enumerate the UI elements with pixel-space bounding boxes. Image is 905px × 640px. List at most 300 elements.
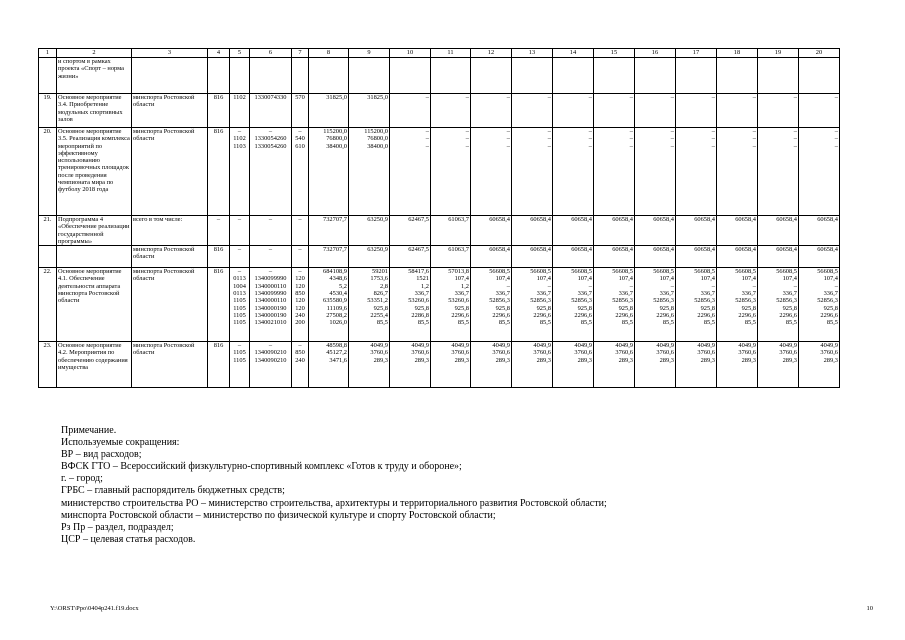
value-line: 60658,4 (817, 246, 838, 254)
row-vr-line: 120 (295, 304, 305, 312)
value-cell (512, 268, 553, 342)
row-csr-line: – (268, 246, 273, 254)
value-line: – (711, 282, 715, 290)
column-header: 12 (471, 49, 512, 58)
value-line: 58417,6 (408, 268, 429, 276)
value-cell (676, 128, 717, 216)
row-rz (230, 94, 250, 128)
row-number: 22. (39, 268, 57, 342)
row-name: Основное мероприятие 4.1. Обеспечение деятельности аппарата минспорта Ростовской области (57, 268, 132, 342)
row-vr-line: 120 (295, 297, 305, 305)
value-line: – (588, 135, 592, 143)
value-line: 4049,9 (451, 342, 469, 350)
row-csr-line: 1330054260 (254, 135, 287, 143)
value-line: 85,5 (744, 319, 756, 327)
value-line: – (793, 94, 797, 101)
row-grbs (208, 58, 230, 94)
value-line: 56608,5 (694, 268, 715, 276)
value-line: 57013,8 (448, 268, 469, 276)
value-cell (390, 128, 431, 216)
value-cell (512, 216, 553, 246)
value-line: 336,7 (823, 290, 838, 298)
value-line: 2296,6 (574, 311, 592, 319)
column-header: 7 (292, 49, 309, 58)
value-cell (512, 342, 553, 388)
row-number: 20. (39, 128, 57, 216)
column-header: 8 (309, 49, 349, 58)
column-header: 15 (594, 49, 635, 58)
value-line: 56608,5 (530, 268, 551, 276)
value-line: 2255,4 (370, 311, 388, 319)
value-cell (758, 58, 799, 94)
value-line: 4530,4 (329, 290, 347, 298)
row-vr-line: 240 (295, 311, 305, 319)
row-vr (292, 246, 309, 268)
row-csr (250, 216, 292, 246)
value-line: – (834, 282, 838, 290)
row-name: Основное мероприятие 3.5. Реализация комплекса мероприятий по эффективному использованию тренировочных площадок после проведения чемпионата мира по футболу 2018 года (57, 128, 132, 216)
value-line: – (670, 142, 674, 150)
value-line: 107,4 (577, 275, 592, 283)
row-number (39, 246, 57, 268)
row-rz (230, 216, 250, 246)
row-vr-line: 120 (295, 275, 305, 283)
value-line: 60658,4 (735, 216, 756, 223)
value-line: 336,7 (536, 290, 551, 298)
value-cell (349, 128, 390, 216)
row-rz (230, 342, 250, 388)
row-number (39, 58, 57, 94)
row-rz-line: 1103 (233, 142, 246, 150)
value-line: 336,7 (659, 290, 674, 298)
value-cell (758, 94, 799, 128)
value-line: 107,4 (618, 275, 633, 283)
value-cell (799, 128, 840, 216)
row-executor: минспорта Ростовской области (132, 128, 208, 216)
value-line: 60658,4 (489, 246, 510, 254)
value-line: 3471,6 (329, 356, 347, 364)
value-line: 62467,5 (408, 216, 429, 223)
value-line: 3760,6 (697, 349, 715, 357)
value-line: 107,4 (823, 275, 838, 283)
value-line: 1521 (416, 275, 429, 283)
value-line: 63250,9 (367, 246, 388, 254)
row-vr-line: – (298, 268, 302, 276)
row-grbs: – (208, 216, 230, 246)
value-line: – (506, 94, 510, 101)
row-vr-line: 120 (295, 282, 305, 290)
value-line: 2296,6 (451, 311, 469, 319)
row-csr (250, 58, 292, 94)
value-line: 4049,9 (697, 342, 715, 350)
value-line: 52856,3 (817, 297, 838, 305)
table-row (39, 128, 840, 216)
value-line: – (793, 128, 797, 135)
value-line: 45127,2 (326, 349, 347, 357)
row-rz (230, 268, 250, 342)
column-header: 16 (635, 49, 676, 58)
value-line: – (547, 282, 551, 290)
value-line: – (629, 142, 633, 150)
value-line: 2296,6 (615, 311, 633, 319)
row-vr-line: 540 (295, 135, 305, 143)
row-csr-line: – (268, 216, 273, 223)
value-line: 826,7 (373, 290, 388, 298)
row-rz-line: 1105 (233, 304, 246, 312)
value-cell (309, 342, 349, 388)
value-line: – (670, 282, 674, 290)
value-cell (309, 94, 349, 128)
value-line: 732707,7 (323, 216, 347, 223)
row-csr-line: – (268, 128, 273, 135)
value-cell (635, 246, 676, 268)
value-line: 4049,9 (370, 342, 388, 350)
value-line: – (834, 135, 838, 143)
value-line: 2296,6 (779, 311, 797, 319)
value-cell (799, 58, 840, 94)
value-line: 4049,9 (820, 342, 838, 350)
value-line: – (711, 94, 715, 101)
value-cell (594, 94, 635, 128)
value-line: 60658,4 (571, 246, 592, 254)
row-vr-line: 850 (295, 349, 305, 357)
row-executor: минспорта Ростовской области (132, 246, 208, 268)
row-csr (250, 128, 292, 216)
row-grbs: 816 (208, 128, 230, 216)
row-rz-line: 1105 (233, 311, 246, 319)
row-csr-line: 1340000110 (254, 297, 287, 305)
value-cell (390, 246, 431, 268)
row-rz-line: 1102 (233, 94, 246, 101)
value-line: 336,7 (414, 290, 429, 298)
value-line: 53351,2 (367, 297, 388, 305)
value-line: 336,7 (454, 290, 469, 298)
value-line: – (465, 135, 469, 143)
value-line: 925,8 (659, 304, 674, 312)
value-line: 2296,6 (533, 311, 551, 319)
value-cell (635, 268, 676, 342)
value-line: 3760,6 (370, 349, 388, 357)
value-cell (390, 94, 431, 128)
value-line: – (506, 142, 510, 150)
value-line: 85,5 (539, 319, 551, 327)
value-line: 56608,5 (612, 268, 633, 276)
row-vr (292, 268, 309, 342)
value-cell (799, 342, 840, 388)
value-line: 2286,8 (411, 311, 429, 319)
row-vr-line: 200 (295, 319, 305, 327)
value-line: 3760,6 (820, 349, 838, 357)
value-line: 925,8 (618, 304, 633, 312)
value-line: 5,2 (339, 282, 347, 290)
row-grbs: 816 (208, 246, 230, 268)
value-line: – (752, 282, 756, 290)
row-csr-line: – (268, 268, 273, 276)
value-line: 289,3 (741, 356, 756, 364)
value-line: 60658,4 (489, 216, 510, 223)
value-cell (553, 94, 594, 128)
value-line: 59201 (372, 268, 388, 276)
value-line: 60658,4 (776, 246, 797, 254)
value-line: 925,8 (414, 304, 429, 312)
value-line: 684108,9 (323, 268, 347, 276)
value-line: 3760,6 (615, 349, 633, 357)
row-csr-line: 1330054260 (254, 142, 287, 150)
column-header: 4 (208, 49, 230, 58)
row-csr (250, 94, 292, 128)
value-cell (676, 342, 717, 388)
value-cell (390, 268, 431, 342)
value-line: – (834, 128, 838, 135)
row-name: Основное мероприятие 4.2. Мероприятия по обеспечению содержания имущества (57, 342, 132, 388)
row-rz-line: 0113 (233, 275, 246, 283)
value-line: – (752, 142, 756, 150)
column-header: 11 (431, 49, 471, 58)
note-line: министерство строительства РО – министерство строительства, архитектуры и территориального развития Ростовской области; (61, 497, 607, 509)
value-line: 925,8 (495, 304, 510, 312)
row-name: Основное мероприятие 3.4. Приобретение модульных спортивных залов (57, 94, 132, 128)
value-line: 4049,9 (779, 342, 797, 350)
value-line: – (425, 135, 429, 143)
value-cell (431, 216, 471, 246)
value-line: 336,7 (618, 290, 633, 298)
row-grbs: 816 (208, 268, 230, 342)
table-row (39, 342, 840, 388)
row-rz-line: – (237, 246, 242, 254)
value-line: 60658,4 (530, 216, 551, 223)
value-cell (349, 246, 390, 268)
value-line: 1026,0 (329, 319, 347, 327)
column-header: 10 (390, 49, 431, 58)
value-line: – (629, 135, 633, 143)
value-line: – (547, 94, 551, 101)
column-header: 14 (553, 49, 594, 58)
value-cell (471, 342, 512, 388)
value-line: – (588, 128, 592, 135)
value-line: 925,8 (454, 304, 469, 312)
value-line: 63250,9 (367, 216, 388, 223)
value-cell (431, 246, 471, 268)
value-line: 85,5 (703, 319, 715, 327)
value-cell (635, 94, 676, 128)
value-cell (635, 216, 676, 246)
value-line: 60658,4 (530, 246, 551, 254)
value-line: 107,4 (741, 275, 756, 283)
value-line: 38400,0 (367, 142, 388, 150)
value-line: 107,4 (536, 275, 551, 283)
row-rz-line: 1102 (233, 135, 246, 143)
value-cell (309, 128, 349, 216)
value-cell (799, 268, 840, 342)
value-line: – (793, 142, 797, 150)
value-cell (717, 128, 758, 216)
row-vr (292, 216, 309, 246)
row-csr-line: 1340000190 (254, 311, 287, 319)
column-header: 5 (230, 49, 250, 58)
value-line: 60658,4 (653, 216, 674, 223)
column-header: 1 (39, 49, 57, 58)
value-line: – (711, 142, 715, 150)
value-line: – (547, 128, 551, 135)
value-cell (390, 216, 431, 246)
row-grbs: 816 (208, 342, 230, 388)
value-line: 60658,4 (571, 216, 592, 223)
value-line: 289,3 (536, 356, 551, 364)
value-line: 56608,5 (817, 268, 838, 276)
value-cell (758, 342, 799, 388)
value-line: 85,5 (376, 319, 388, 327)
column-header: 18 (717, 49, 758, 58)
value-cell (349, 58, 390, 94)
value-line: 925,8 (823, 304, 838, 312)
value-line: 85,5 (826, 319, 838, 327)
note-line: Используемые сокращения: (61, 437, 180, 449)
value-line: 115200,0 (364, 128, 388, 135)
value-cell (309, 58, 349, 94)
value-line: 925,8 (741, 304, 756, 312)
value-line: 732707,7 (323, 246, 347, 254)
row-rz (230, 246, 250, 268)
value-line: 107,4 (700, 275, 715, 283)
row-vr-line: – (298, 342, 302, 350)
value-line: 4049,9 (411, 342, 429, 350)
value-line: 3760,6 (492, 349, 510, 357)
value-line: – (588, 142, 592, 150)
value-line: 52856,3 (571, 297, 592, 305)
value-line: 3760,6 (738, 349, 756, 357)
row-executor (132, 58, 208, 94)
row-csr-line: 1340090210 (254, 349, 287, 357)
value-cell (553, 342, 594, 388)
value-line: 4049,9 (574, 342, 592, 350)
value-cell (471, 58, 512, 94)
value-line: 56608,5 (571, 268, 592, 276)
value-cell (717, 58, 758, 94)
value-line: 289,3 (823, 356, 838, 364)
value-line: 11109,6 (326, 304, 347, 312)
value-cell (431, 94, 471, 128)
row-vr-line: – (298, 246, 302, 254)
value-line: – (752, 128, 756, 135)
value-line: 31825,0 (367, 94, 388, 101)
value-line: – (834, 94, 838, 101)
value-line: 53260,6 (408, 297, 429, 305)
value-line: – (425, 142, 429, 150)
value-line: – (547, 135, 551, 143)
value-line: 289,3 (495, 356, 510, 364)
value-cell (758, 128, 799, 216)
value-cell (349, 94, 390, 128)
value-line: 56608,5 (653, 268, 674, 276)
value-line: 85,5 (580, 319, 592, 327)
value-line: 2296,6 (656, 311, 674, 319)
row-executor: минспорта Ростовской области (132, 342, 208, 388)
value-line: 60658,4 (612, 246, 633, 254)
value-line: – (793, 135, 797, 143)
value-line: 60658,4 (653, 246, 674, 254)
value-line: 56608,5 (776, 268, 797, 276)
value-line: 3760,6 (574, 349, 592, 357)
value-cell (717, 342, 758, 388)
value-line: 925,8 (700, 304, 715, 312)
value-line: – (629, 94, 633, 101)
row-vr (292, 128, 309, 216)
header-row (39, 49, 840, 58)
value-line: – (506, 128, 510, 135)
value-line: 4049,9 (492, 342, 510, 350)
value-cell (553, 268, 594, 342)
row-rz-line: 1105 (233, 349, 246, 357)
row-executor: всего в том числе: (132, 216, 208, 246)
note-line: Рз Пр – раздел, подраздел; (61, 521, 174, 533)
value-cell (512, 94, 553, 128)
note-line: ГРБС – главный распорядитель бюджетных средств; (61, 485, 285, 497)
value-line: 56608,5 (489, 268, 510, 276)
value-cell (594, 342, 635, 388)
value-cell (390, 58, 431, 94)
value-cell (553, 216, 594, 246)
table-row (39, 94, 840, 128)
value-line: – (588, 94, 592, 101)
value-line: 4348,6 (329, 275, 347, 283)
value-line: 107,4 (495, 275, 510, 283)
value-cell (512, 128, 553, 216)
value-cell (594, 268, 635, 342)
value-line: 61063,7 (448, 246, 469, 254)
row-csr-line: 1340090210 (254, 356, 287, 364)
value-line: 76800,0 (367, 135, 388, 143)
value-cell (717, 246, 758, 268)
row-vr-line: – (298, 216, 302, 223)
value-line: 76800,0 (326, 135, 347, 143)
value-cell (471, 216, 512, 246)
value-line: 289,3 (373, 356, 388, 364)
value-line: 289,3 (618, 356, 633, 364)
value-line: 115200,0 (323, 128, 347, 135)
row-name: и спортом в рамках проекта «Спорт – норма жизни» (57, 58, 132, 94)
value-cell (553, 246, 594, 268)
value-line: – (793, 282, 797, 290)
value-cell (349, 268, 390, 342)
value-line: – (425, 128, 429, 135)
row-rz-line: – (237, 268, 242, 276)
value-line: 1753,6 (370, 275, 388, 283)
value-line: – (425, 94, 429, 101)
value-line: 336,7 (495, 290, 510, 298)
value-cell (676, 94, 717, 128)
value-line: 53260,6 (448, 297, 469, 305)
value-line: 52856,3 (735, 297, 756, 305)
column-header: 13 (512, 49, 553, 58)
column-header: 17 (676, 49, 717, 58)
value-line: 107,4 (782, 275, 797, 283)
value-line: – (547, 142, 551, 150)
row-csr-line: – (268, 342, 273, 350)
value-line: 2296,6 (492, 311, 510, 319)
value-line: 2296,6 (697, 311, 715, 319)
value-cell (309, 268, 349, 342)
value-cell (758, 216, 799, 246)
value-line: 336,7 (741, 290, 756, 298)
row-executor: минспорта Ростовской области (132, 94, 208, 128)
value-line: 60658,4 (776, 216, 797, 223)
value-line: 925,8 (782, 304, 797, 312)
value-line: 60658,4 (694, 246, 715, 254)
table-row (39, 268, 840, 342)
row-rz-line: 1105 (233, 356, 246, 364)
value-cell (594, 216, 635, 246)
value-cell (471, 128, 512, 216)
